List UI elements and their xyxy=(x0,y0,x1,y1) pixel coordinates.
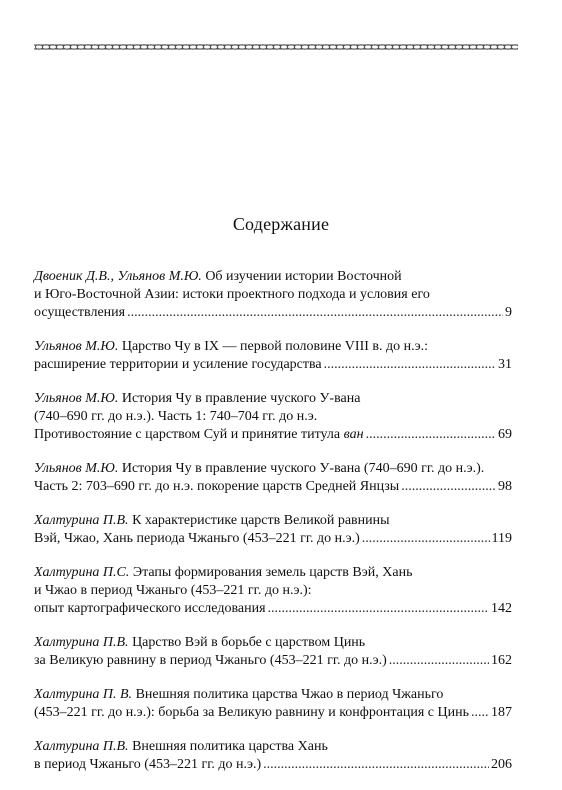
entry-title-line: в период Чжаньго (453–221 гг. до н.э.) xyxy=(34,757,262,772)
dot-leader xyxy=(401,478,496,496)
page-number: 119 xyxy=(491,531,512,546)
entry-title-line: История Чу в правление чуского У-вана xyxy=(118,391,361,406)
decorative-chain-rule xyxy=(34,42,518,52)
dot-leader xyxy=(263,756,489,774)
page-number: 162 xyxy=(491,653,512,668)
page-number: 206 xyxy=(491,757,512,772)
entry-author: Халтурина П.В. xyxy=(34,513,129,528)
page-number: 69 xyxy=(498,427,512,442)
toc-entry xyxy=(34,338,512,374)
entry-title-line: Противостояние с царством Суй и принятие титула xyxy=(34,427,344,442)
entry-title-line: Царство Чу в IX — первой половине VIII в. до н.э.: xyxy=(118,339,429,354)
toc-entry xyxy=(34,634,512,670)
dot-leader xyxy=(362,530,490,548)
entry-title-line: (740–690 гг. до н.э.). Часть 1: 740–704 гг. до н.э. xyxy=(34,409,318,424)
entry-title-line: и Чжао в период Чжаньго (453–221 гг. до н.э.): xyxy=(34,583,312,598)
toc-entry xyxy=(34,564,512,618)
entry-title-line: Вэй, Чжао, Хань периода Чжаньго (453–221 гг. до н.э.) xyxy=(34,531,360,546)
toc-entry xyxy=(34,512,512,548)
entry-title-line: за Великую равнину в период Чжаньго (453–221 гг. до н.э.) xyxy=(34,653,387,668)
entry-author: Ульянов М.Ю. xyxy=(34,391,119,406)
toc-entry xyxy=(34,460,512,496)
page-number: 142 xyxy=(491,601,512,616)
entry-italic-term: ван xyxy=(343,427,364,442)
dot-leader xyxy=(389,652,489,670)
dot-leader xyxy=(471,704,489,722)
page-number: 31 xyxy=(498,357,512,372)
entry-author: Халтурина П. В. xyxy=(34,687,133,702)
entry-author: Халтурина П.В. xyxy=(34,739,129,754)
entry-title-line: Внешняя политика царства Хань xyxy=(128,739,328,754)
entry-title-line: Часть 2: 703–690 гг. до н.э. покорение царств Средней Янцзы xyxy=(34,479,400,494)
entry-title-line: К характеристике царств Великой равнины xyxy=(128,513,390,528)
entry-title-line: Об изучении истории Восточной xyxy=(201,269,402,284)
page-number: 9 xyxy=(505,305,512,320)
page-number: 98 xyxy=(498,479,512,494)
entry-author: Ульянов М.Ю. xyxy=(34,339,119,354)
entry-author: Ульянов М.Ю. xyxy=(34,461,119,476)
entry-title-line: Внешняя политика царства Чжао в период Чжаньго xyxy=(132,687,444,702)
toc-entry xyxy=(34,390,512,444)
entry-title-line: (453–221 гг. до н.э.): борьба за Великую равнину и конфронтация с Цинь xyxy=(34,705,469,720)
entry-author: Двоеник Д.В., Ульянов М.Ю. xyxy=(34,269,202,284)
entry-title-line: История Чу в правление чуского У-вана (740–690 гг. до н.э.). xyxy=(118,461,485,476)
toc-entry xyxy=(34,686,512,722)
entry-title-line: осуществления xyxy=(34,305,126,320)
entry-title-line: расширение территории и усиление государства xyxy=(34,357,322,372)
toc-entry xyxy=(34,268,512,322)
dot-leader xyxy=(366,426,496,444)
dot-leader xyxy=(268,600,489,618)
entry-title-line: и Юго-Восточной Азии: истоки проектного подхода и условия его xyxy=(34,287,430,302)
page-number: 187 xyxy=(491,705,512,720)
dot-leader xyxy=(324,356,496,374)
entry-title-line: Этапы формирования земель царств Вэй, Хань xyxy=(129,565,413,580)
toc-entry xyxy=(34,738,512,774)
page-title: Содержание xyxy=(232,214,330,234)
entry-title-line: Царство Вэй в борьбе с царством Цинь xyxy=(128,635,366,650)
dot-leader xyxy=(127,304,503,322)
entry-author: Халтурина П.С. xyxy=(34,565,130,580)
entry-author: Халтурина П.В. xyxy=(34,635,129,650)
table-of-contents xyxy=(34,268,512,790)
entry-title-line: опыт картографического исследования xyxy=(34,601,266,616)
